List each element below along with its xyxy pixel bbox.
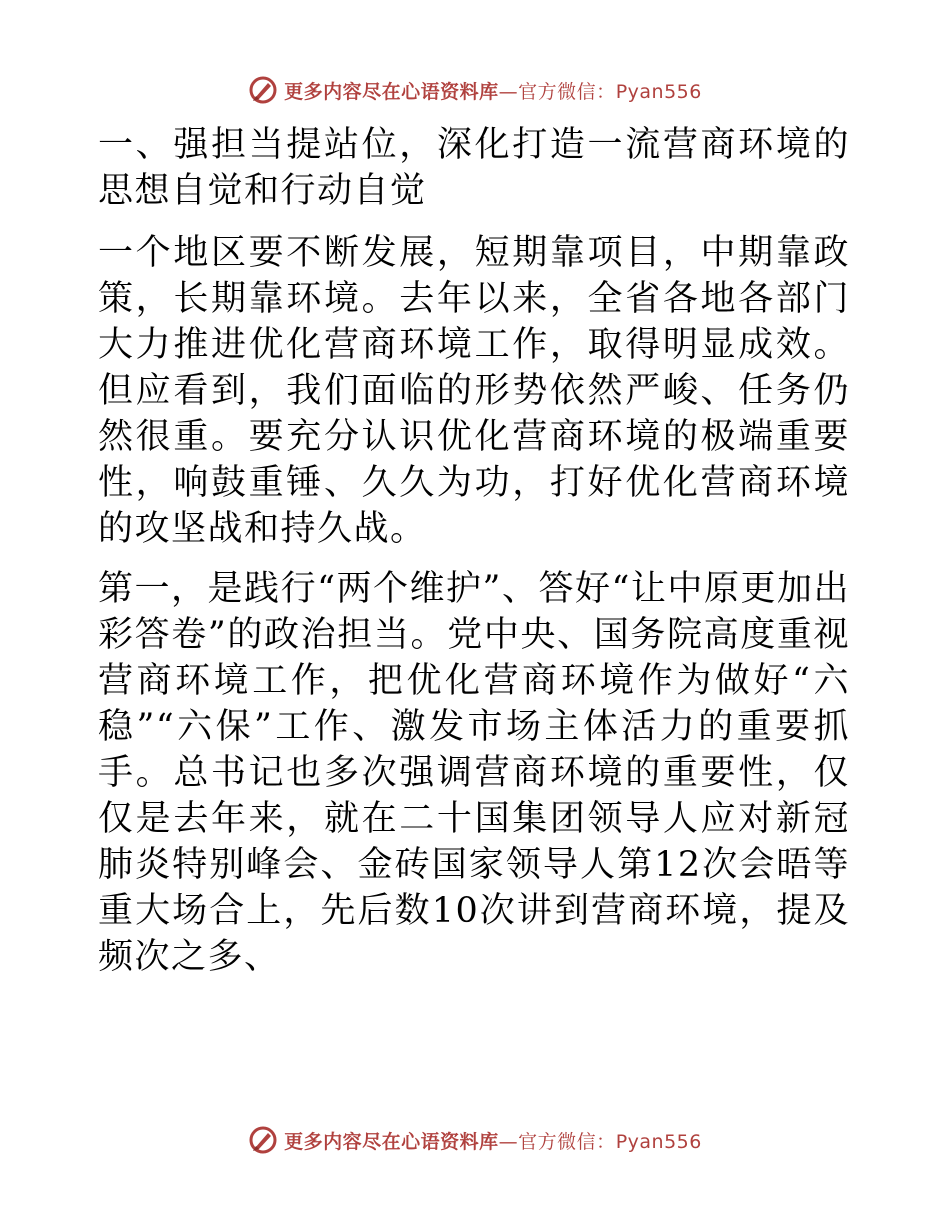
paragraph-1: 一个地区要不断发展，短期靠项目，中期靠政策，长期靠环境。去年以来，全省各地各部门大力推进优化营商环境工作，取得明显成效。但应看到，我们面临的形势依然严峻、任务仍然很重。要充分认识优化营商环境的极端重要性，响鼓重锤、久久为功，打好优化营商环境的攻坚战和持久战。 [98, 233, 850, 549]
banner-dash: — [498, 1130, 519, 1153]
banner-dash: — [498, 80, 519, 103]
footer-banner [0, 1120, 950, 1160]
banner-wechat-id: Pyan556 [615, 80, 702, 103]
banner-text [284, 77, 702, 104]
banner-brand: 更多内容尽在心语资料库 [284, 1130, 499, 1153]
banner-brand: 更多内容尽在心语资料库 [284, 80, 499, 103]
banner-text [284, 1127, 702, 1154]
header-banner [0, 70, 950, 110]
document-body [98, 122, 850, 994]
section-heading: 一、强担当提站位，深化打造一流营商环境的思想自觉和行动自觉 [98, 125, 850, 211]
pen-logo-icon [248, 75, 278, 105]
banner-wechat-id: Pyan556 [615, 1130, 702, 1153]
paragraph-2: 第一，是践行“两个维护”、答好“让中原更加出彩答卷”的政治担当。党中央、国务院高度重视营商环境工作，把优化营商环境作为做好“六稳”“六保”工作、激发市场主体活力的重要抓手。总书记也多次强调营商环境的重要性，仅仅是去年来，就在二十国集团领导人应对新冠肺炎特别峰会、金砖国家领导人第12次会晤等重大场合上，先后数10次讲到营商环境，提及频次之多、 [98, 569, 850, 977]
banner-wechat-label: 官方微信： [518, 80, 616, 103]
pen-logo-icon [248, 1125, 278, 1155]
banner-wechat-label: 官方微信： [518, 1130, 616, 1153]
